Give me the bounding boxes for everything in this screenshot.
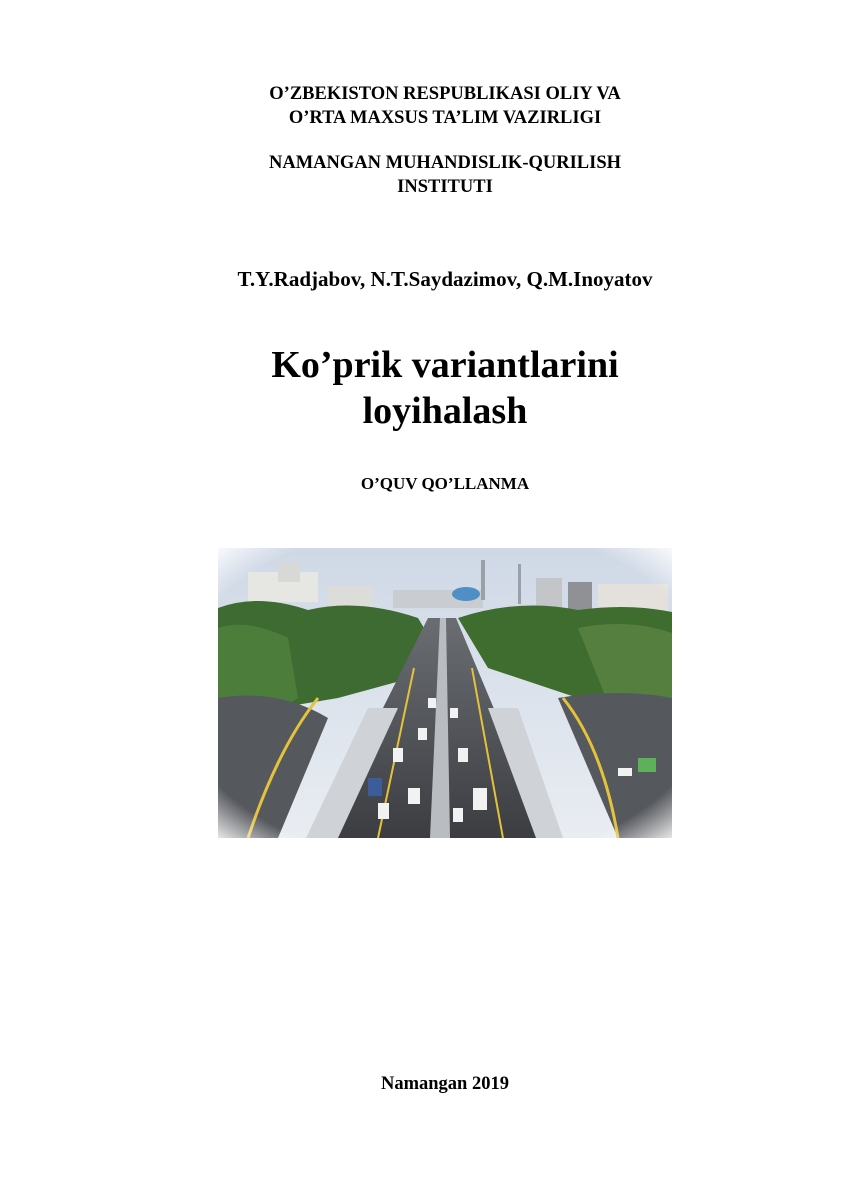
title-line-2: loyihalash: [362, 390, 528, 432]
book-title: [0, 342, 850, 434]
institute-line-2: INSTITUTI: [397, 177, 493, 197]
title-line-1: Ko’prik variantlarini: [271, 344, 619, 386]
institute-line-1: NAMANGAN MUHANDISLIK-QURILISH: [268, 153, 622, 173]
institute-heading: [0, 151, 850, 199]
publication-place-year: Namangan 2019: [381, 1074, 509, 1094]
ministry-line-1: O’ZBEKISTON RESPUBLIKASI OLIY VA: [269, 84, 621, 104]
ministry-heading: [0, 82, 850, 130]
book-type: O’QUV QO’LLANMA: [360, 474, 530, 493]
highway-photo-illustration: [218, 548, 672, 838]
authors: T.Y.Radjabov, N.T.Saydazimov, Q.M.Inoyatov: [237, 267, 653, 291]
cover-photo: [218, 548, 672, 838]
ministry-line-2: O’RTA MAXSUS TA’LIM VAZIRLIGI: [288, 108, 602, 128]
